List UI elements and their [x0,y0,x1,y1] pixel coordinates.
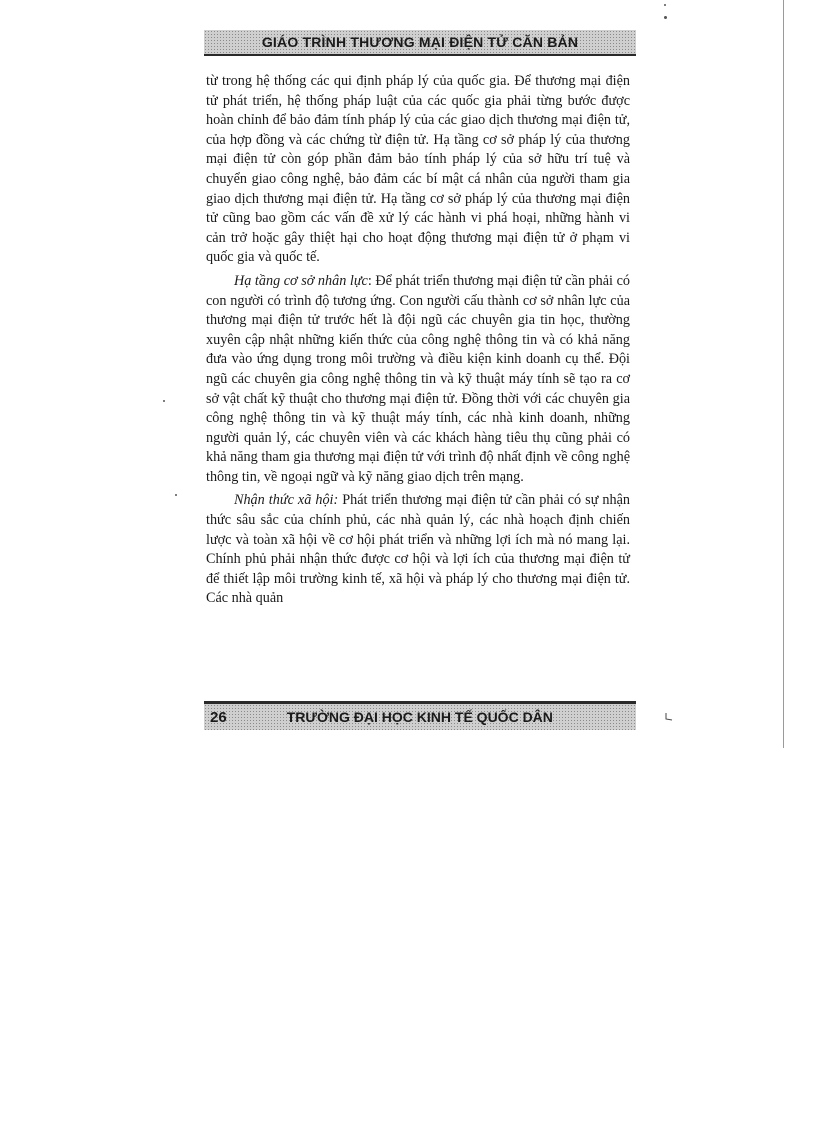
scan-edge-line [783,0,784,748]
footer-title: TRƯỜNG ĐẠI HỌC KINH TẾ QUỐC DÂN [286,709,553,725]
body-text [206,72,630,609]
scan-speck [175,494,177,496]
running-footer [204,701,636,730]
paragraph-legal-infrastructure: từ trong hệ thống các qui định pháp lý của quốc gia. Để thương mại điện tử phát triển, hệ thống pháp luật của các quốc gia phải từng bước được hoàn chỉnh để bảo đảm tính pháp lý của các giao dịch thương mại điện tử, của hợp đồng và các chứng từ điện tử. Hạ tầng cơ sở pháp lý của thương mại điện tử còn góp phần đảm bảo tính pháp lý của sở hữu trí tuệ và chuyển giao công nghệ, bảo đảm các bí mật cá nhân của người tham gia giao dịch thương mại điện tử. Hạ tầng cơ sở pháp lý của thương mại điện tử cũng bao gồm các vấn đề xử lý các hành vi phá hoại, những hành vi cản trở hoặc gây thiệt hại cho hoạt động thương mại điện tử ở phạm vi quốc gia và quốc tế. [206,73,630,266]
scan-speck [664,16,667,19]
scan-speck [163,400,165,402]
header-title: GIÁO TRÌNH THƯƠNG MẠI ĐIỆN TỬ CĂN BẢN [261,34,579,50]
paragraph-social-awareness [206,491,630,609]
running-header [204,30,636,56]
term-social-awareness: Nhận thức xã hội: [234,492,339,509]
paragraph-human-resources [206,272,630,488]
page-number: 26 [210,708,227,726]
scan-speck [664,4,666,6]
paragraph-social-awareness-text: Phát triển thương mại điện tử cần phải có sự nhận thức sâu sắc của chính phủ, các nhà quản lý, các nhà hoạch định chiến lược và toàn xã hội về cơ hội phát triển và những lợi ích mà nó mang lại. Chính phủ phải nhận thức được cơ hội và lợi ích của thương mại điện tử để thiết lập môi trường kinh tế, xã hội và pháp lý cho thương mại điện tử. Các nhà quản [206,492,631,607]
term-human-resources: Hạ tầng cơ sở nhân lực [234,272,368,289]
scan-mark-icon [665,713,673,721]
paragraph-human-resources-text: : Để phát triển thương mại điện tử cần phải có con người có trình độ tương ứng. Con người cấu thành cơ sở nhân lực của thương mại điện tử trước hết là đội ngũ các chuyên gia tin học, thường xuyên cập nhật những kiến thức của công nghệ thông tin và có khả năng đưa vào ứng dụng trong môi trường và điều kiện kinh doanh cụ thể. Đội ngũ các chuyên gia công nghệ thông tin và kỹ thuật máy tính sẽ tạo ra cơ sở vật chất kỹ thuật cho thương mại điện tử. Đồng thời với các chuyên gia công nghệ thông tin và kỹ thuật máy tính, các nhà kinh doanh, những người quản lý, các chuyên viên và các khách hàng tiêu thụ cũng phải có khả năng tham gia thương mại điện tử với trình độ nhất định về công nghệ thông tin, về ngoại ngữ và kỹ năng giao dịch trên mạng. [206,272,630,485]
